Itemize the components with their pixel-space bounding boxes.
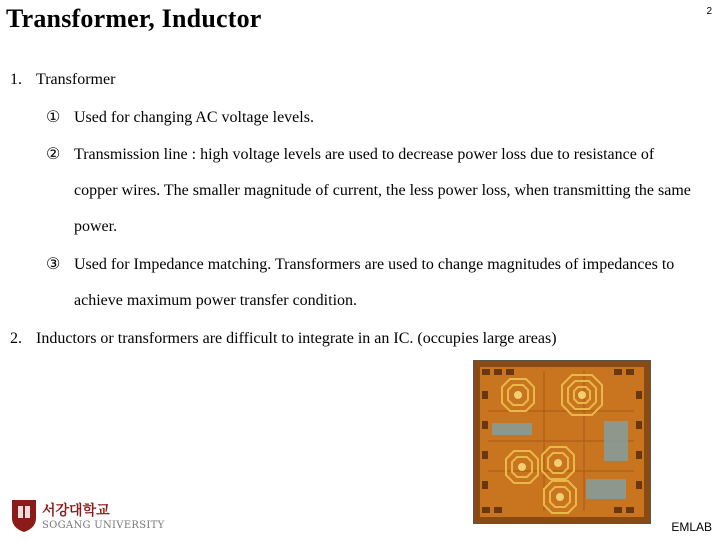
- section-1-heading: [10, 71, 115, 89]
- section-heading: Transformer: [36, 71, 116, 88]
- item-text: Transmission line : high voltage levels are used to decrease power loss due to resistance of copper wires. The smaller magnitude of current, the less power loss, when transmitting the same power.: [74, 146, 691, 235]
- section-2-heading: [10, 330, 557, 348]
- item-text: Used for changing AC voltage levels.: [74, 109, 314, 126]
- item-marker: ③: [46, 256, 61, 273]
- section-heading: Inductors or transformers are difficult to integrate in an IC. (occupies large areas): [36, 330, 557, 347]
- section-number: 1.: [10, 71, 22, 88]
- item-marker: ②: [46, 146, 61, 163]
- item-text: Used for Impedance matching. Transformers are used to change magnitudes of impedances to achieve maximum power transfer condition.: [74, 256, 675, 309]
- list-item: [46, 247, 696, 319]
- ic-chip-photo: [473, 360, 651, 524]
- list-item: [46, 137, 696, 245]
- slide-title: Transformer, Inductor: [6, 4, 262, 33]
- list-item: [46, 100, 696, 136]
- lab-label: EMLAB: [671, 520, 712, 534]
- item-marker: ①: [46, 109, 61, 126]
- page-number: 2: [706, 6, 712, 17]
- section-number: 2.: [10, 330, 22, 347]
- university-shield-icon: [10, 498, 38, 534]
- university-name-korean: 서강대학교: [42, 503, 110, 519]
- university-name-english: SOGANG UNIVERSITY: [42, 520, 165, 531]
